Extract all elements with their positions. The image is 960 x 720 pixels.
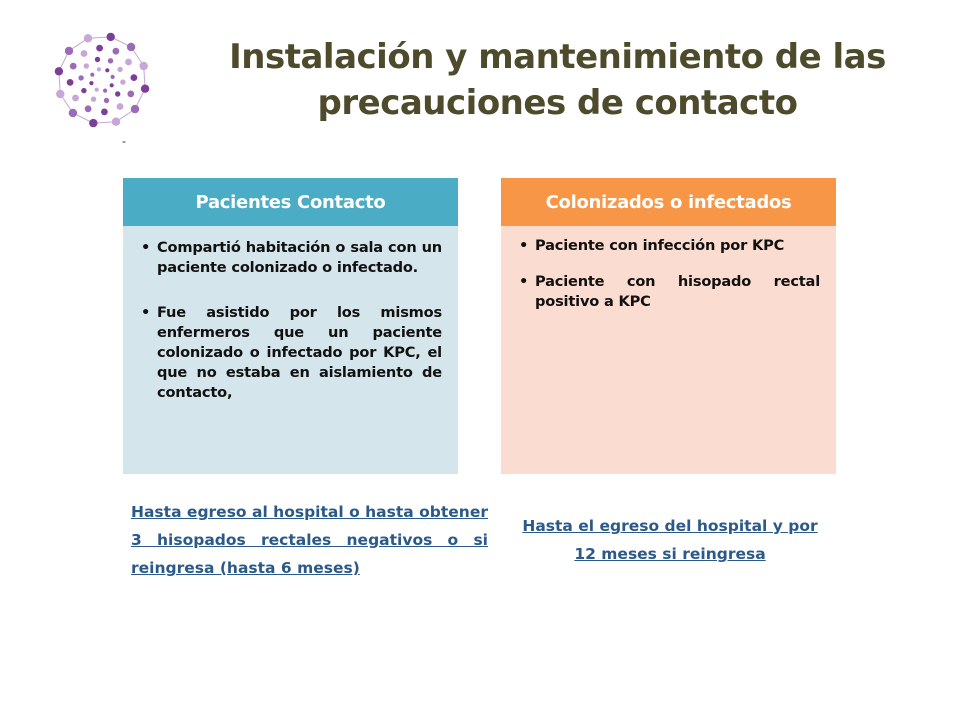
- list-item-text: Fue asistido por los mismos enfermeros que un paciente colonizado o infectado por KPC, el que no estaba en aislamiento de contacto,: [157, 304, 442, 401]
- colonized-infected-header: Colonizados o infectados: [501, 178, 836, 226]
- bullet-icon: •: [141, 239, 151, 256]
- contact-patients-header: Pacientes Contacto: [123, 178, 458, 226]
- list-item-text: Paciente con infección por KPC: [535, 237, 785, 254]
- page-title: Instalación y mantenimiento de las precauciones de contacto: [229, 37, 886, 123]
- list-item: [139, 303, 442, 403]
- list-item-text: Compartió habitación o sala con un paciente colonizado o infectado.: [157, 239, 442, 276]
- bullet-icon: •: [519, 237, 529, 254]
- list-item: [517, 236, 820, 256]
- list-item: [139, 238, 442, 278]
- list-item-text: Paciente con hisopado rectal positivo a KPC: [535, 273, 820, 310]
- dotted-circle-logo-icon: [52, 30, 152, 130]
- contact-patients-list: [139, 238, 442, 403]
- bullet-icon: •: [141, 304, 151, 321]
- colonized-infected-card: [501, 178, 836, 474]
- contact-patients-card: [123, 178, 458, 474]
- contact-duration-link[interactable]: Hasta egreso al hospital o hasta obtener 3 hisopados rectales negativos o si reingresa (hasta 6 meses): [131, 503, 488, 577]
- list-item: [517, 272, 820, 312]
- contact-patients-body: [123, 226, 458, 474]
- logo-caption: -: [122, 134, 126, 148]
- colonized-infected-body: [501, 226, 836, 474]
- colonized-duration-link[interactable]: Hasta el egreso del hospital y por 12 meses si reingresa: [522, 517, 818, 563]
- colonized-infected-list: [517, 236, 820, 312]
- bullet-icon: •: [519, 273, 529, 290]
